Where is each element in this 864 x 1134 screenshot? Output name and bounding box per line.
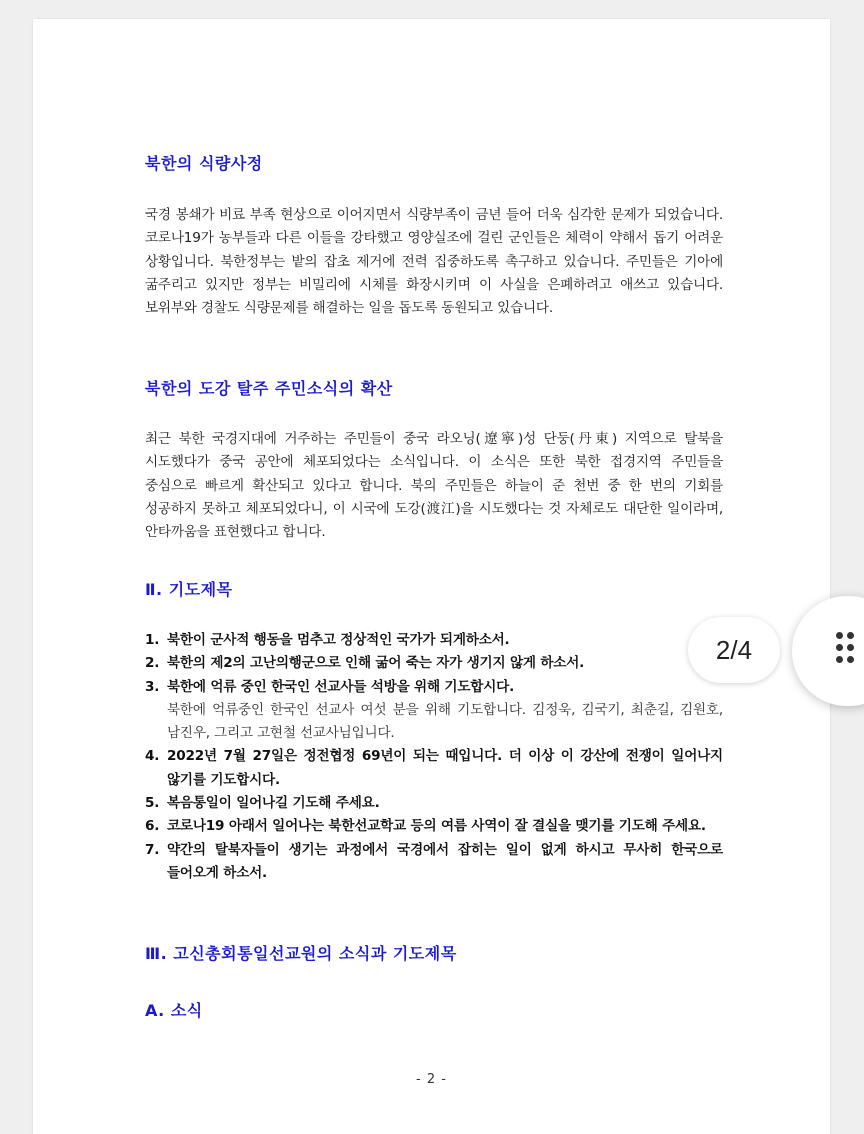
section3-heading: Ⅲ. 고신총회통일선교원의 소식과 기도제목 (145, 944, 457, 963)
page-indicator: 2/4 (688, 617, 780, 683)
prayer-heading: Ⅱ. 기도제목 (145, 580, 233, 599)
section-heading-food: 북한의 식량사정 (145, 154, 263, 173)
prayer-item: 2. 북한의 제2의 고난의행군으로 인해 굶어 죽는 자가 생기지 않게 하소서. (145, 655, 585, 672)
prayer-list (145, 629, 723, 885)
document-page (33, 19, 830, 1134)
paragraph-escape: 최근 북한 국경지대에 거주하는 주민들이 중국 라오닝(遼寧)성 단둥(丹東) 지역으로 탈북을 시도했다가 중국 공안에 체포되었다는 소식입니다. 이 소식은 또한 북한 접경지역 주민들을 중심으로 빠르게 확산되고 있다고 합니다. 북의 주민들은 하늘이 준 천번 중 한 번의 기회를 성공하지 못하고 체포되었다니, 이 시국에 도강(渡江)을 시도했다는 것 자체로도 대단한 일이라며, 안타까움을 표현했다고 합니다. (145, 431, 723, 541)
prayer-item: 6. 코로나19 아래서 일어나는 북한선교학교 등의 여름 사역이 잘 결실을 맺기를 기도해 주세요. (145, 818, 706, 835)
section3-subheading: A. 소식 (145, 1001, 203, 1020)
grid-dots-icon (836, 632, 860, 664)
prayer-item: 5. 복음통일이 일어나길 기도해 주세요. (145, 795, 380, 812)
prayer-item-detail: 북한에 억류중인 한국인 선교사 여섯 분을 위해 기도합니다. 김정욱, 김국기, 최춘길, 김원호, 남진우, 그리고 고현철 선교사님입니다. (167, 701, 723, 742)
paragraph-food: 국경 봉쇄가 비료 부족 현상으로 이어지면서 식량부족이 금년 들어 더욱 심각한 문제가 되었습니다. 코로나19가 농부들과 다른 이들을 강타했고 영양실조에 걸린 군인들은 체력이 약해서 돕기 어려운 상황입니다. 북한정부는 밭의 잡초 제거에 전력 집중하도록 촉구하고 있습니다. 주민들은 기아에 굶주리고 있지만 정부는 비밀리에 시체를 화장시키며 이 사실을 은폐하려고 애쓰고 있습니다. 보위부와 경찰도 식량문제를 해결하는 일을 돕도록 동원되고 있습니다. (145, 207, 723, 317)
prayer-item: 7. 약간의 탈북자들이 생기는 과정에서 국경에서 잡히는 일이 없게 하시고 무사히 한국으로 들어오게 하소서. (145, 841, 723, 881)
page-number: - 2 - (416, 1072, 447, 1087)
prayer-item: 3. 북한에 억류 중인 한국인 선교사들 석방을 위해 기도합시다. 북한에 억류중인 한국인 선교사 여섯 분을 위해 기도합니다. 김정욱, 김국기, 최춘길, 김원호, 남진우, 그리고 고현철 선교사님입니다. (145, 676, 723, 746)
section-heading-escape: 북한의 도강 탈주 주민소식의 확산 (145, 379, 393, 398)
prayer-item: 1. 북한이 군사적 행동을 멈추고 정상적인 국가가 되게하소서. (145, 632, 510, 648)
prayer-item: 4. 2022년 7월 27일은 정전협정 69년이 되는 때입니다. 더 이상 이 강산에 전쟁이 일어나지 않기를 기도합시다. (145, 748, 723, 788)
